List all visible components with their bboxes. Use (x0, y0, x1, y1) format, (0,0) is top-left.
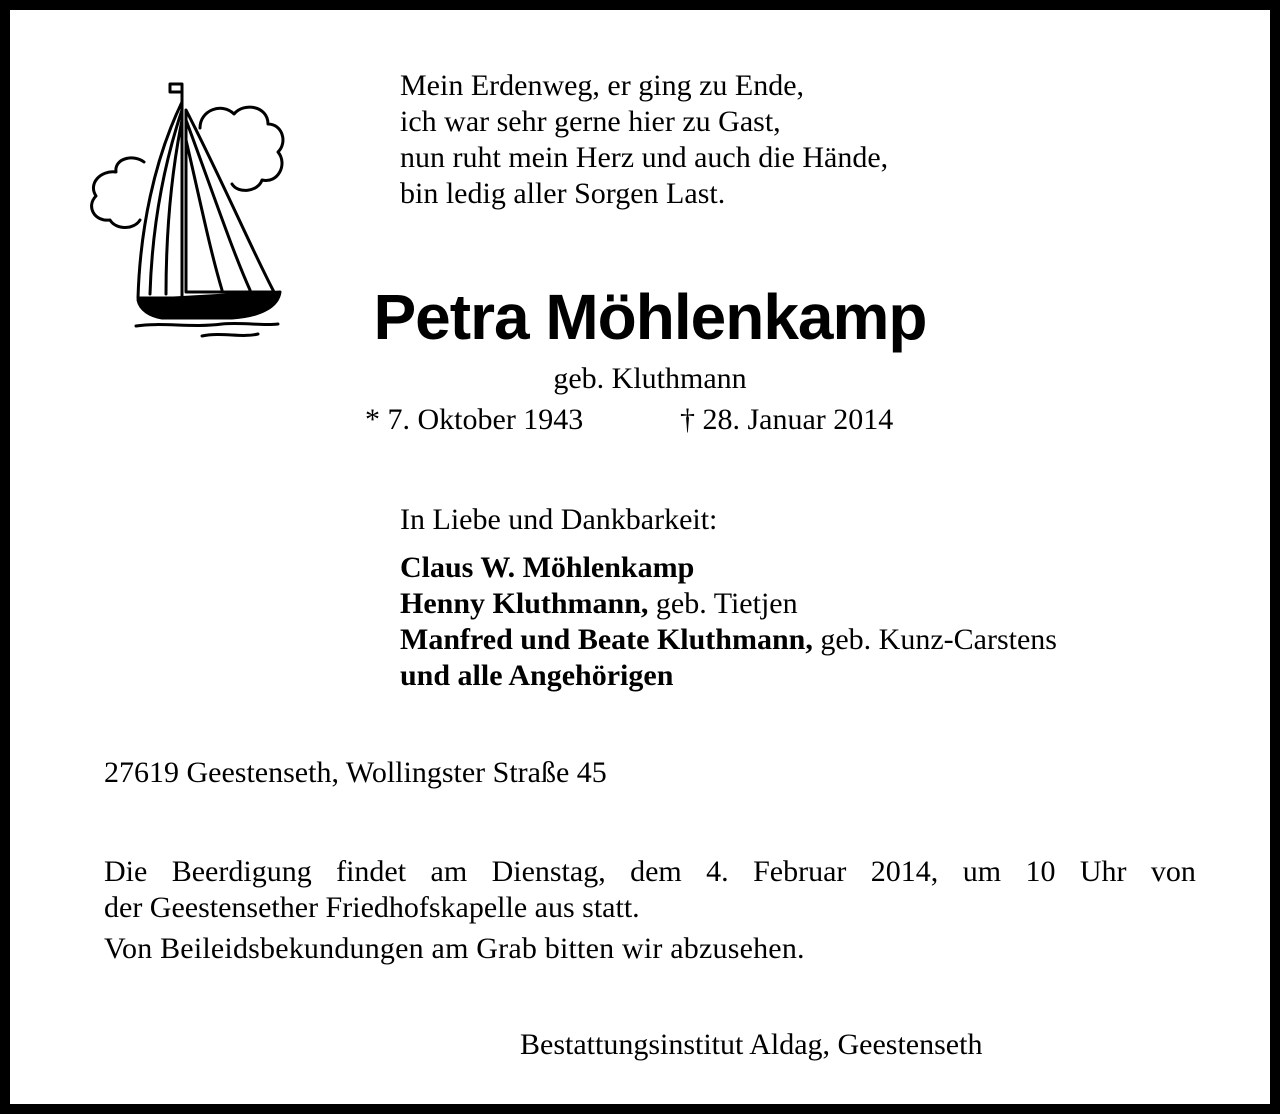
funeral-word: um (962, 855, 1002, 888)
undertaker: Bestattungsinstitut Aldag, Geestenseth (520, 1028, 983, 1061)
mourners-intro: In Liebe und Dankbarkeit: (400, 503, 718, 536)
deceased-name-text: Petra Möhlenkamp (373, 281, 927, 353)
mourner-name: Henny Kluthmann, (400, 587, 649, 620)
poem-line: ich war sehr gerne hier zu Gast, (400, 105, 781, 138)
funeral-word: 4. (706, 855, 729, 888)
funeral-line-2: der Geestensether Friedhofskapelle aus statt. (104, 891, 640, 924)
poem-line: nun ruht mein Herz und auch die Hände, (400, 141, 889, 174)
birth-date: * 7. Oktober 1943 (365, 403, 584, 436)
funeral-word: findet (336, 855, 407, 888)
mourner-note: geb. Kunz-Carstens (812, 623, 1057, 656)
funeral-word: dem (630, 855, 682, 888)
mourner-entry (400, 658, 1057, 694)
maiden-name: geb. Kluthmann (553, 362, 747, 395)
mourner-note: geb. Tietjen (648, 587, 798, 620)
address: 27619 Geestenseth, Wollingster Straße 45 (104, 756, 607, 789)
funeral-notice (104, 854, 1196, 926)
funeral-word: Dienstag, (491, 855, 606, 888)
mourner-entry (400, 622, 1057, 658)
death-date: † 28. Januar 2014 (680, 403, 894, 436)
poem (400, 68, 888, 212)
funeral-word: Uhr (1079, 855, 1127, 888)
mourner-name: und alle Angehörigen (400, 659, 674, 692)
funeral-word: Die (104, 855, 148, 888)
mourner-name: Manfred und Beate Kluthmann, (400, 623, 813, 656)
life-dates (365, 403, 894, 437)
poem-line: bin ledig aller Sorgen Last. (400, 177, 726, 210)
funeral-line-1 (104, 854, 1196, 890)
funeral-word: am (430, 855, 468, 888)
funeral-word: Beerdigung (171, 855, 312, 888)
condolence-note: Von Beileidsbekundungen am Grab bitten wir abzusehen. (104, 932, 805, 965)
mourner-entry (400, 586, 1057, 622)
mourner-name: Claus W. Möhlenkamp (400, 551, 695, 584)
funeral-word: 10 (1025, 855, 1056, 888)
deceased-name (10, 280, 1280, 354)
funeral-word: Februar (753, 855, 847, 888)
mourner-entry (400, 550, 1057, 586)
funeral-word: von (1150, 855, 1196, 888)
mourners-list (400, 550, 1057, 694)
funeral-word: 2014, (870, 855, 939, 888)
poem-line: Mein Erdenweg, er ging zu Ende, (400, 69, 805, 102)
